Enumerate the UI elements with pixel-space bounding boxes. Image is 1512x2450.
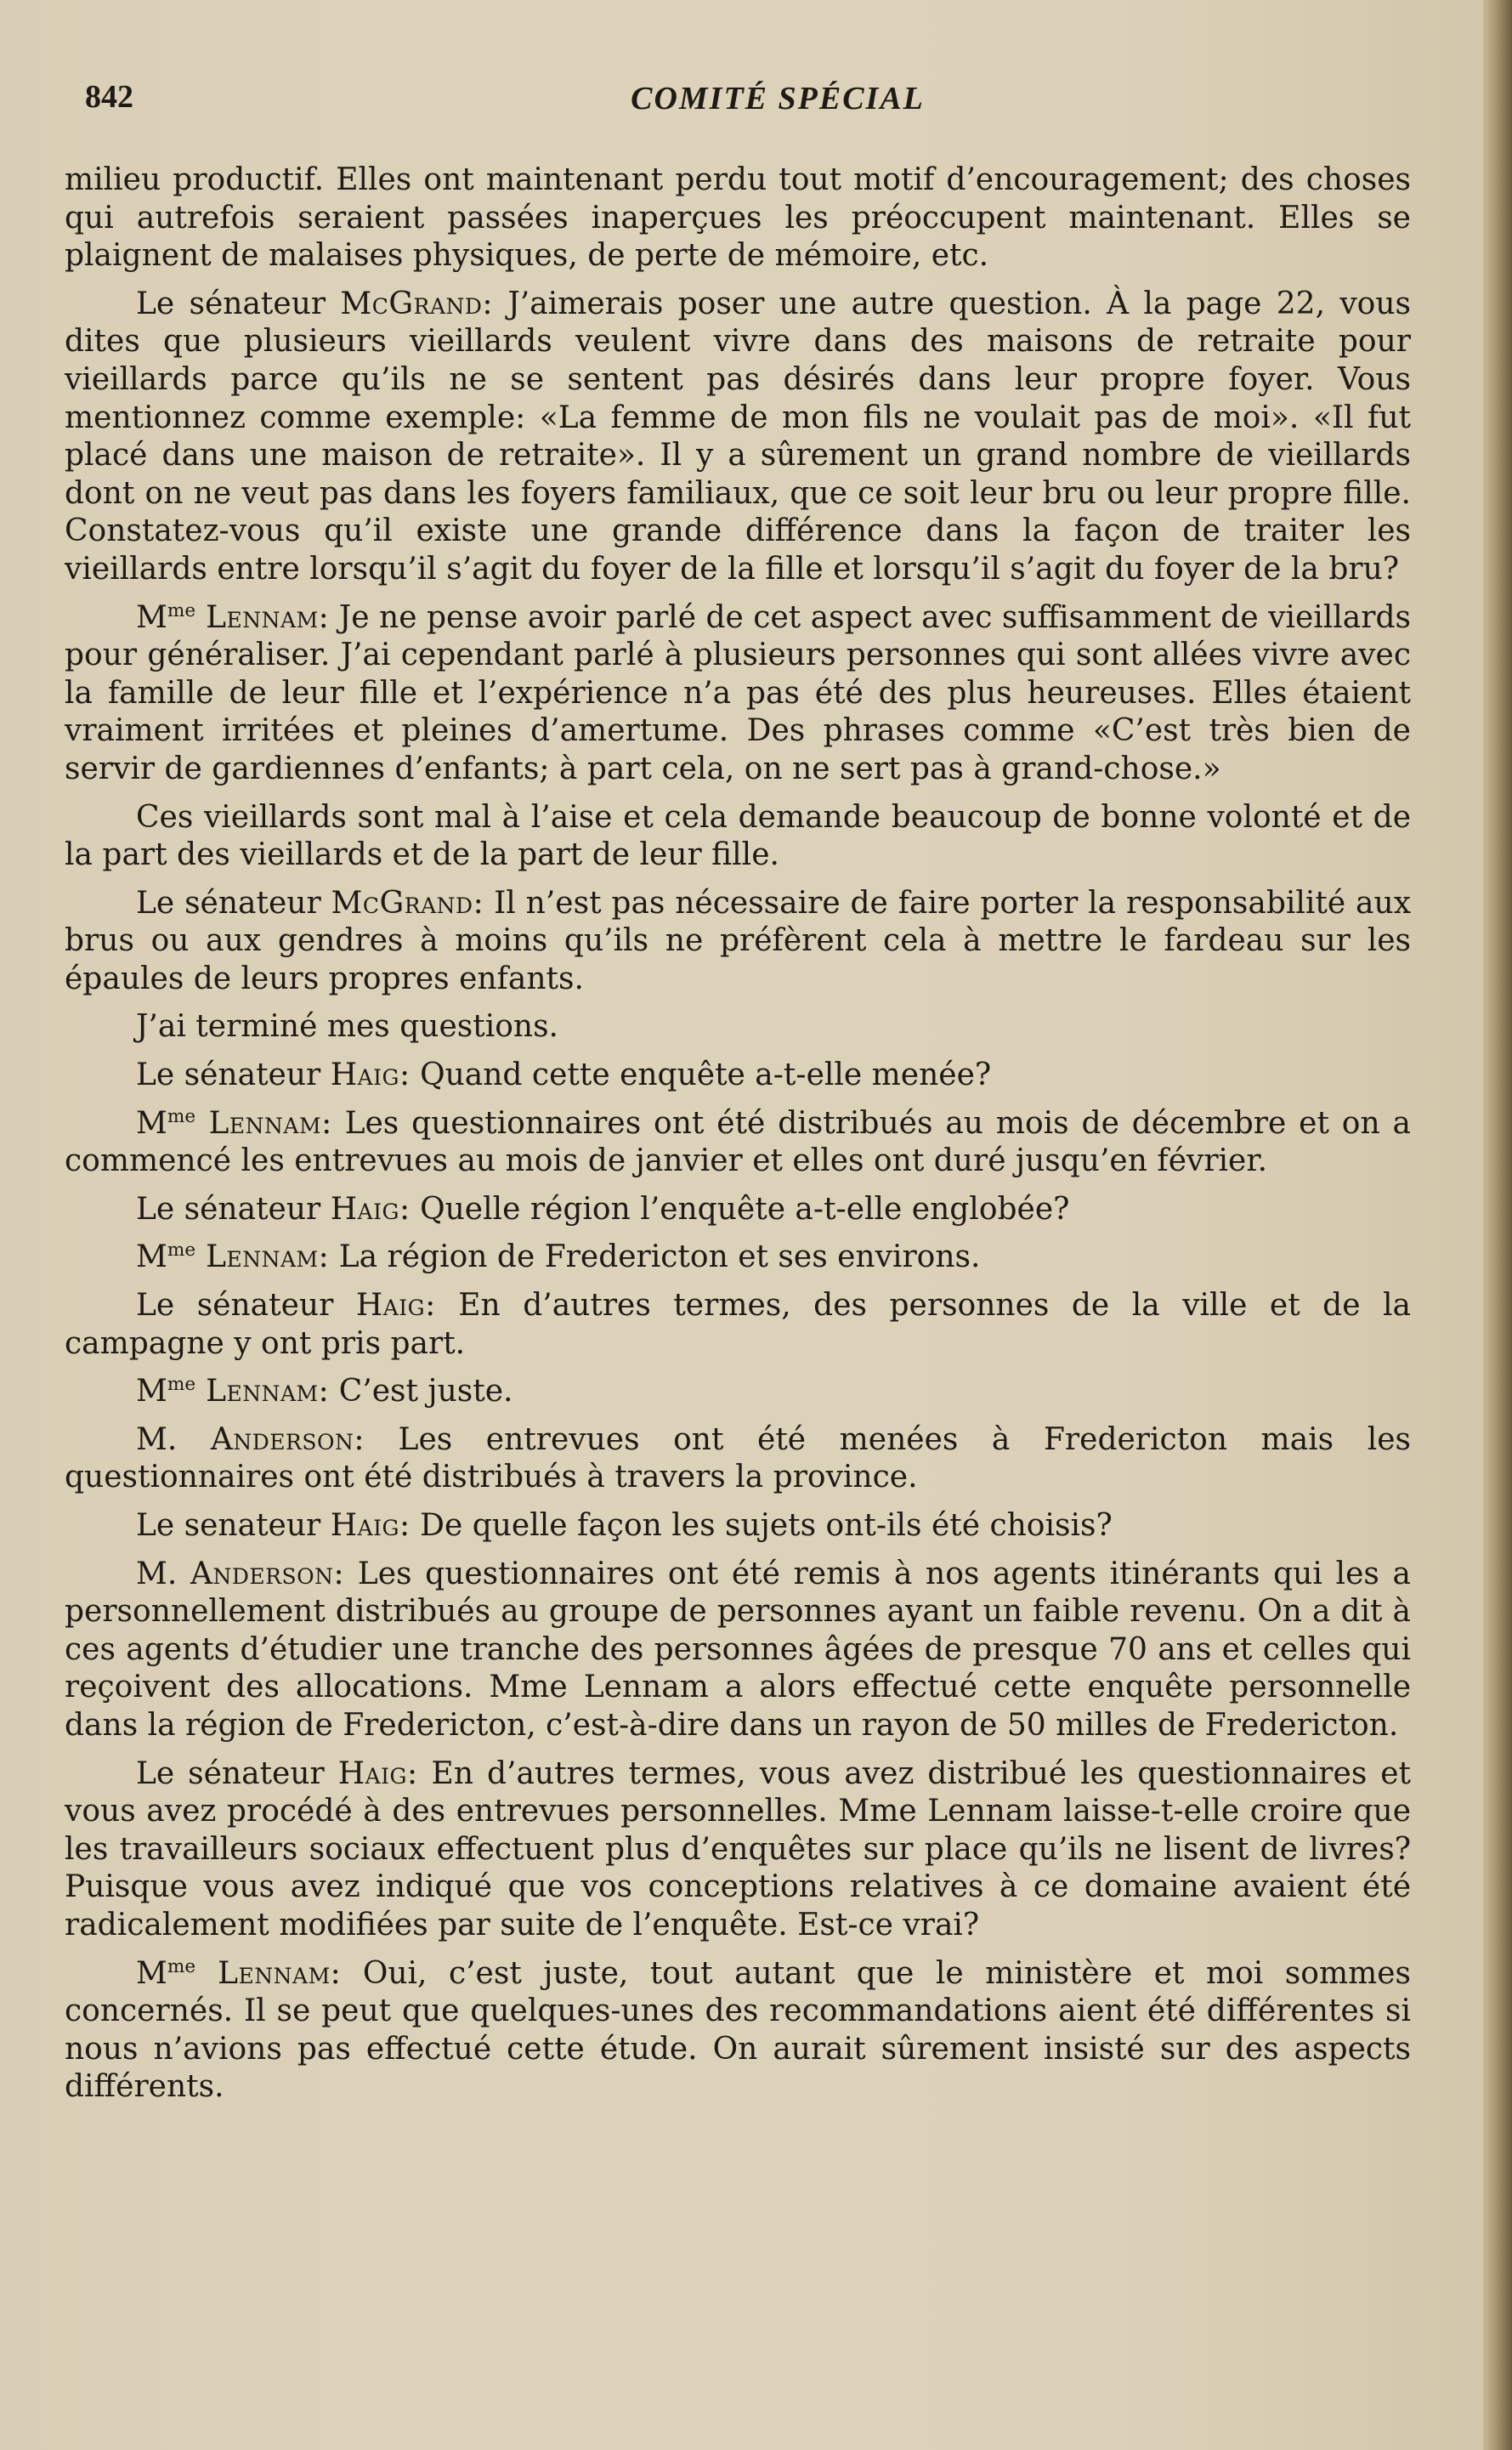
page-number: 842 [85,79,133,115]
transcript-paragraph [65,1755,1411,1945]
speaker-title-superscript: me [167,1374,196,1396]
paragraph-text: Quelle région l’enquête a-t-elle englobée? [410,1191,1070,1227]
transcript-paragraph [65,799,1411,875]
transcript-paragraph [65,162,1411,275]
transcript-paragraph [65,599,1411,789]
transcript-paragraph [65,1556,1411,1745]
speaker-name: Lennam: [195,1374,330,1409]
paragraph-text: milieu productif. Elles ont maintenant perdu tout motif d’encouragement; des choses qui autrefois seraient passées inaperçues les préoccupent maintenant. Elles se plaignent de malaises physiques, de perte de mémoire, etc. [65,162,1411,274]
speaker-title-superscript: me [167,1955,196,1977]
paragraph-text: De quelle façon les sujets ont-ils été choisis? [410,1508,1113,1543]
speaker-prefix: Le sénateur [136,1755,338,1791]
speaker-prefix: Le sénateur [136,885,331,921]
speaker-prefix: M. [136,1556,190,1591]
paragraph-text: J’ai terminé mes questions. [136,1009,558,1045]
speaker-prefix: M [136,599,167,635]
speaker-prefix: Le sénateur [136,1058,331,1093]
page-header [85,78,1394,121]
speaker-title-superscript: me [167,1105,196,1127]
paragraph-text: En d’autres termes, vous avez distribué les questionnaires et vous avez procédé à des entrevues personnelles. Mme Lennam laisse-t-elle croire que les travailleurs sociaux effectuent plus d’enquêtes sur place qu’ils ne lisent de livres? Puisque vous avez indiqué que vos conceptions relatives à ce domaine avaient été radicalement modifiées par suite de l’enquête. Est-ce vrai? [65,1755,1412,1942]
speaker-name: Haig: [330,1508,411,1543]
speaker-name: Lennam: [195,1105,332,1141]
transcript-paragraph [65,1507,1411,1545]
speaker-prefix: Le sénateur [136,1288,356,1324]
transcript-paragraph [65,1955,1411,2107]
speaker-prefix: Le senateur [136,1508,331,1543]
speaker-name: Haig: [337,1755,418,1791]
speaker-prefix: M [136,1955,167,1991]
paragraph-text: En d’autres termes, des personnes de la ville et de la campagne y ont pris part. [65,1288,1412,1361]
paragraph-text: Ces vieillards sont mal à l’aise et cela demande beaucoup de bonne volonté et de la part des vieillards et de la part de leur fille. [65,799,1411,873]
transcript-paragraph [65,1105,1411,1181]
speaker-prefix: Le sénateur [136,286,341,321]
speaker-title-superscript: me [167,599,196,621]
transcript-paragraph [65,1239,1411,1277]
transcript-paragraph [65,1421,1411,1497]
speaker-prefix: M [136,1105,167,1141]
paragraph-text: C’est juste. [329,1374,513,1409]
speaker-prefix: M [136,1239,167,1275]
transcript-paragraph [65,286,1411,589]
transcript-paragraph [65,1287,1411,1363]
paragraph-text: Quand cette enquête a-t-elle menée? [410,1058,992,1093]
speaker-name: Anderson: [210,1421,365,1457]
speaker-prefix: Le sénateur [136,1191,331,1227]
transcript-paragraph [65,1373,1411,1411]
paragraph-text: Les entrevues ont été menées à Fredericton mais les questionnaires ont été distribués à travers la province. [65,1421,1411,1495]
transcript-body [65,162,1411,2117]
paragraph-text: Les questionnaires ont été remis à nos agents itinérants qui les a personnellement distribués au groupe de personnes ayant un faible revenu. On a dit à ces agents d’étudier une tranche des personnes âgées de presque 70 ans et celles qui reçoivent des allocations. Mme Lennam a alors effectué cette enquête personnelle dans la région de Fredericton, c’est-à-dire dans un rayon de 50 milles de Fredericton. [65,1556,1411,1743]
paragraph-text: La région de Fredericton et ses environs. [329,1239,981,1275]
speaker-title-superscript: me [167,1239,196,1262]
paragraph-text: J’aimerais poser une autre question. À la page 22, vous dites que plusieurs vieillards veulent vivre dans des maisons de retraite pour vieillards parce qu’ils ne se sentent pas désirés dans leur propre foyer. Vous mentionnez comme exemple: «La femme de mon fils ne voulait pas de moi». «Il fut placé dans une maison de retraite». Il y a sûrement un grand nombre de vieillards dont on ne veut pas dans les foyers familiaux, que ce soit leur bru ou leur propre fille. Constatez-vous qu’il existe une grande différence dans la façon de traiter les vieillards entre lorsqu’il s’agit du foyer de la fille et lorsqu’il s’agit du foyer de la bru? [65,286,1411,587]
speaker-name: Lennam: [195,1239,330,1275]
transcript-paragraph [65,885,1411,999]
speaker-name: McGrand: [331,885,484,921]
paragraph-text: Oui, c’est juste, tout autant que le ministère et moi sommes concernés. Il se peut que quelques-unes des recommandations aient été différentes si nous n’avions pas effectué cette étude. On aurait sûrement insisté sur des aspects différents. [65,1955,1411,2105]
speaker-name: Lennam: [195,599,330,635]
paragraph-text: Je ne pense avoir parlé de cet aspect avec suffisamment de vieillards pour généraliser. J’ai cependant parlé à plusieurs personnes qui sont allées vivre avec la famille de leur fille et l’expérience n’a pas été des plus heureuses. Elles étaient vraiment irritées et pleines d’amertume. Des phrases comme «C’est très bien de servir de gardiennes d’enfants; à part cela, on ne sert pas à grand-chose.» [65,599,1411,786]
speaker-name: Haig: [355,1288,436,1324]
running-title: COMITÉ SPÉCIAL [631,81,925,116]
transcript-paragraph [65,1057,1411,1095]
page-edge-shadow [1483,0,1512,2450]
transcript-paragraph [65,1008,1411,1046]
speaker-name: McGrand: [340,286,494,321]
speaker-prefix: M. [136,1421,211,1457]
transcript-paragraph [65,1191,1411,1229]
speaker-name: Haig: [330,1191,411,1227]
speaker-name: Anderson: [190,1556,345,1591]
paragraph-text: Il n’est pas nécessaire de faire porter la responsabilité aux brus ou aux gendres à moins qu’ils ne préfèrent cela à mettre le fardeau sur les épaules de leurs propres enfants. [65,885,1411,996]
paragraph-text: Les questionnaires ont été distribués au mois de décembre et on a commencé les entrevues au mois de janvier et elles ont duré jusqu’en février. [65,1105,1411,1179]
speaker-name: Haig: [330,1058,411,1093]
speaker-name: Lennam: [195,1955,342,1991]
speaker-prefix: M [136,1374,167,1409]
